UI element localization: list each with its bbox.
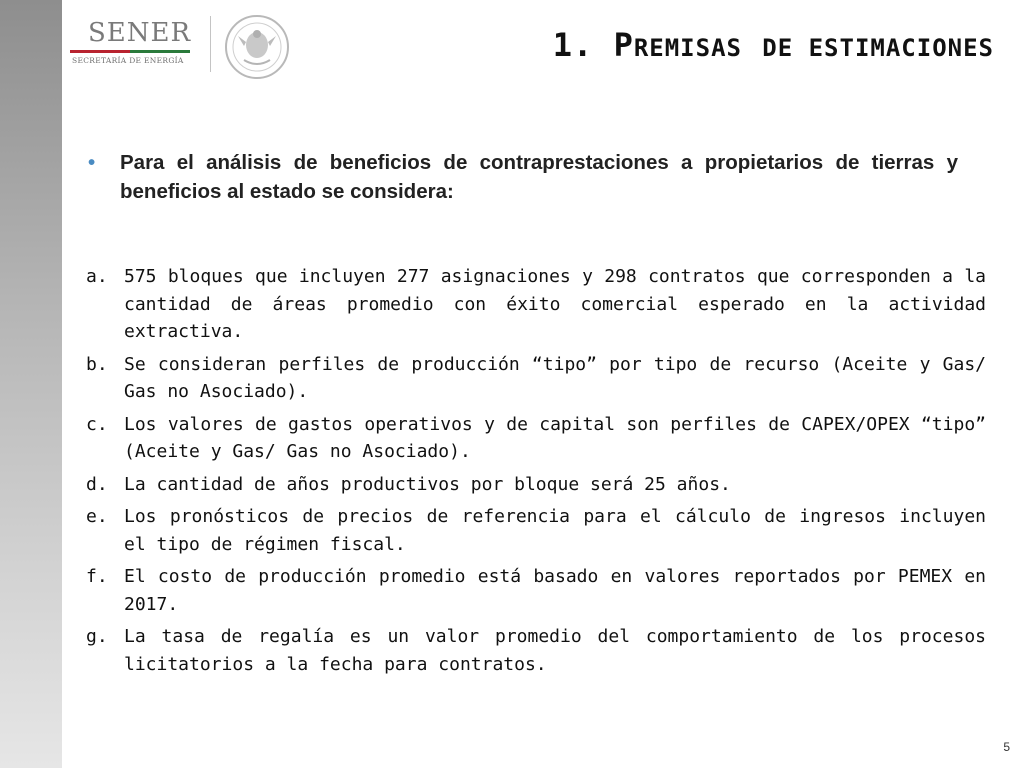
logo-green-rule	[130, 50, 190, 53]
title-initial: P	[613, 26, 634, 64]
list-item	[86, 503, 986, 558]
item-text: La cantidad de años productivos por bloque será 25 años.	[124, 473, 731, 495]
side-decor-band	[0, 0, 62, 768]
bullet-icon: •	[88, 151, 96, 174]
list-item	[86, 351, 986, 406]
item-letter: a.	[86, 266, 108, 287]
logo-red-rule	[70, 50, 130, 53]
list-item	[86, 563, 986, 618]
page-number: 5	[1003, 740, 1010, 754]
list-item	[86, 411, 986, 466]
item-letter: b.	[86, 353, 108, 375]
title-rest: DE ESTIMACIONES	[762, 34, 994, 62]
item-text: La tasa de regalía es un valor promedio del comportamiento de los procesos licitatorios a la fecha para contratos.	[124, 626, 986, 675]
list-item	[86, 623, 986, 678]
list-item	[86, 263, 986, 346]
intro-paragraph	[88, 148, 958, 206]
slide-title	[553, 26, 994, 64]
item-letter: c.	[86, 413, 108, 435]
title-word: REMISAS	[633, 34, 742, 62]
item-text: Se consideran perfiles de producción “tipo” por tipo de recurso (Aceite y Gas/ Gas no Asociado).	[124, 353, 986, 402]
item-letter: g.	[86, 626, 108, 647]
item-text: Los pronósticos de precios de referencia para el cálculo de ingresos incluyen el tipo de régimen fiscal.	[124, 506, 986, 555]
item-text: Los valores de gastos operativos y de capital son perfiles de CAPEX/OPEX “tipo” (Aceite y Gas/ Gas no Asociado).	[124, 413, 986, 462]
intro-text: Para el análisis de beneficios de contraprestaciones a propietarios de tierras y beneficios al estado se considera:	[120, 151, 958, 203]
item-letter: d.	[86, 473, 108, 495]
logo-divider	[210, 16, 211, 72]
list-item	[86, 471, 986, 499]
sener-wordmark: SENER	[88, 18, 192, 48]
sener-logo	[70, 12, 310, 82]
title-number: 1.	[552, 26, 594, 64]
item-text: 575 bloques que incluyen 277 asignaciones y 298 contratos que corresponden a la cantidad de áreas promedio con éxito comercial esperado en la actividad extractiva.	[124, 266, 986, 342]
mexican-seal-icon	[222, 12, 292, 82]
item-text: El costo de producción promedio está basado en valores reportados por PEMEX en 2017.	[124, 566, 986, 615]
item-letter: e.	[86, 506, 108, 527]
sener-subtitle: SECRETARÍA DE ENERGÍA	[72, 56, 184, 65]
premises-list	[86, 263, 986, 683]
item-letter: f.	[86, 566, 108, 587]
